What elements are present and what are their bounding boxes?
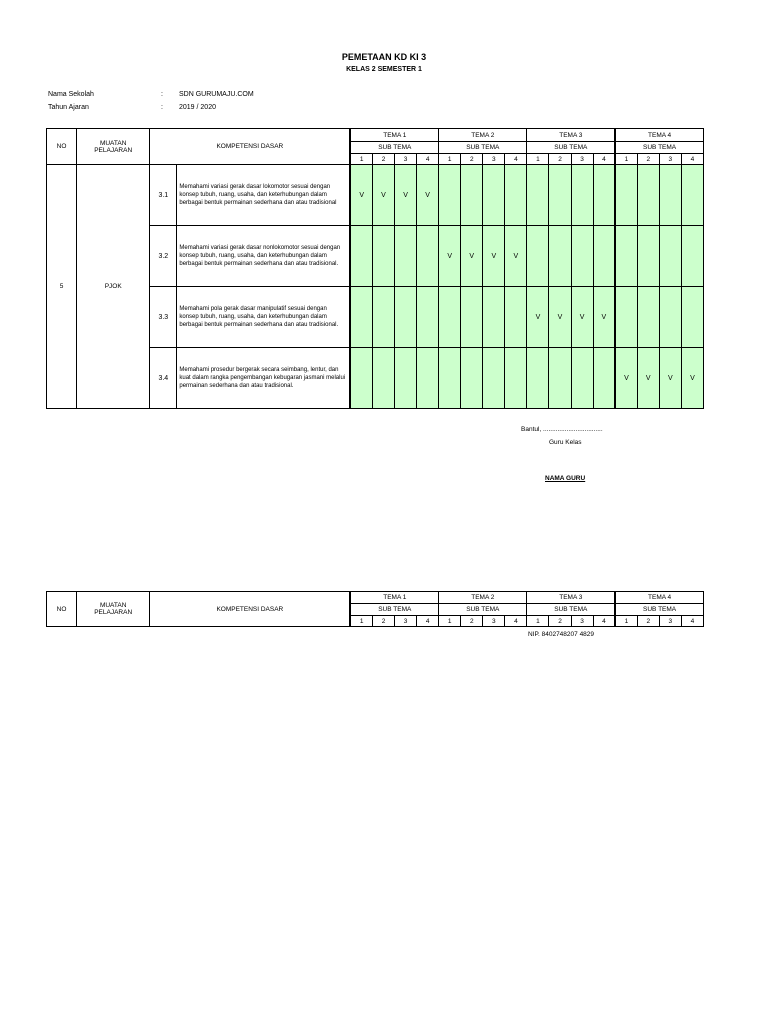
kd-mapping-table-page2	[46, 591, 704, 627]
header-tema-4: TEMA 4	[615, 592, 703, 604]
mark-cell	[571, 165, 593, 226]
header-subtema-number: 1	[439, 154, 461, 165]
kd-description: Memahami variasi gerak dasar nonlokomotor sesuai dengan konsep tubuh, ruang, usaha, dan keterhubungan dalam berbagai bentuk permainan sederhana dan atau tradisional.	[177, 226, 351, 287]
mark-cell	[637, 165, 659, 226]
mark-cell	[637, 287, 659, 348]
mark-cell	[681, 226, 703, 287]
header-subtema-number: 3	[571, 154, 593, 165]
header-subtema-number: 3	[395, 616, 417, 627]
header-subtema-number: 2	[637, 616, 659, 627]
mark-cell	[527, 226, 549, 287]
header-subtema: SUB TEMA	[350, 142, 438, 154]
header-subtema-number: 1	[350, 616, 372, 627]
mark-cell	[681, 165, 703, 226]
header-subtema-number: 4	[417, 616, 439, 627]
header-kompetensi-dasar: KOMPETENSI DASAR	[150, 129, 351, 165]
row-no: 5	[47, 165, 77, 409]
header-subtema: SUB TEMA	[439, 142, 527, 154]
mark-cell	[461, 348, 483, 409]
kd-code: 3.2	[150, 226, 177, 287]
header-subtema-number: 2	[372, 616, 394, 627]
mark-cell	[659, 226, 681, 287]
mark-cell	[417, 287, 439, 348]
mark-cell	[593, 226, 615, 287]
page-title: PEMETAAN KD KI 3	[341, 52, 427, 62]
header-muatan	[77, 129, 150, 165]
header-muatan	[77, 592, 150, 627]
school-label: Nama Sekolah	[48, 91, 94, 98]
header-subtema-number: 2	[549, 616, 571, 627]
mark-cell	[461, 287, 483, 348]
page-subtitle: KELAS 2 SEMESTER 1	[346, 66, 422, 73]
header-subtema-number: 2	[372, 154, 394, 165]
kd-mapping-table	[46, 128, 704, 409]
mark-cell	[505, 348, 527, 409]
mark-cell: V	[417, 165, 439, 226]
header-subtema: SUB TEMA	[439, 604, 527, 616]
header-tema-2: TEMA 2	[439, 592, 527, 604]
header-subtema: SUB TEMA	[615, 142, 703, 154]
header-subtema-number: 3	[659, 154, 681, 165]
header-subtema: SUB TEMA	[527, 604, 615, 616]
header-subtema-number: 1	[615, 154, 637, 165]
header-subtema-number: 1	[527, 616, 549, 627]
header-subtema: SUB TEMA	[350, 604, 438, 616]
mark-cell	[527, 348, 549, 409]
header-no: NO	[47, 592, 77, 627]
header-kompetensi-dasar: KOMPETENSI DASAR	[150, 592, 351, 627]
mark-cell	[681, 287, 703, 348]
mark-cell	[505, 287, 527, 348]
mark-cell: V	[461, 226, 483, 287]
mark-cell	[615, 287, 637, 348]
header-muatan-line2: PELAJARAN	[94, 609, 133, 616]
school-colon: :	[161, 91, 163, 98]
mark-cell	[615, 165, 637, 226]
year-label: Tahun Ajaran	[48, 104, 89, 111]
header-tema-4: TEMA 4	[615, 129, 703, 142]
kd-code: 3.4	[150, 348, 177, 409]
table-row	[47, 165, 704, 226]
mark-cell: V	[637, 348, 659, 409]
header-subtema-number: 2	[549, 154, 571, 165]
header-subtema-number: 1	[615, 616, 637, 627]
mark-cell	[571, 226, 593, 287]
year-value: 2019 / 2020	[179, 104, 216, 111]
header-subtema-number: 1	[527, 154, 549, 165]
row-muatan: PJOK	[77, 165, 150, 409]
header-subtema-number: 2	[461, 154, 483, 165]
school-value: SDN GURUMAJU.COM	[179, 91, 254, 98]
header-subtema: SUB TEMA	[527, 142, 615, 154]
mark-cell	[505, 165, 527, 226]
header-muatan-line2: PELAJARAN	[94, 146, 133, 154]
header-subtema-number: 3	[659, 616, 681, 627]
place-date: Bantul, .................................	[521, 426, 603, 433]
mark-cell	[659, 287, 681, 348]
mark-cell	[395, 287, 417, 348]
mark-cell	[659, 165, 681, 226]
mark-cell	[483, 165, 505, 226]
mark-cell	[439, 165, 461, 226]
mark-cell	[549, 348, 571, 409]
header-tema-3: TEMA 3	[527, 129, 615, 142]
mark-cell: V	[505, 226, 527, 287]
kd-description: Memahami variasi gerak dasar lokomotor sesuai dengan konsep tubuh, ruang, usaha, dan keterhubungan dalam berbagai bentuk permainan sederhana dan atau tradisional	[177, 165, 351, 226]
header-muatan-line1: MUATAN	[99, 139, 127, 147]
mark-cell	[615, 226, 637, 287]
mark-cell	[439, 287, 461, 348]
mark-cell	[461, 165, 483, 226]
header-subtema-number: 4	[505, 154, 527, 165]
signer-name: NAMA GURU	[545, 475, 586, 482]
mark-cell	[549, 226, 571, 287]
header-subtema-number: 2	[637, 154, 659, 165]
header-subtema-number: 4	[593, 616, 615, 627]
mark-cell	[350, 226, 372, 287]
mark-cell	[549, 165, 571, 226]
header-subtema-number: 3	[483, 154, 505, 165]
header-no: NO	[47, 129, 77, 165]
mark-cell: V	[439, 226, 461, 287]
header-subtema-number: 3	[395, 154, 417, 165]
mark-cell: V	[395, 165, 417, 226]
header-subtema-number: 4	[417, 154, 439, 165]
mark-cell	[372, 226, 394, 287]
header-subtema-number: 3	[571, 616, 593, 627]
mark-cell: V	[483, 226, 505, 287]
header-muatan-line1: MUATAN	[99, 602, 127, 609]
kd-code: 3.1	[150, 165, 177, 226]
mark-cell	[593, 165, 615, 226]
header-row-tema	[47, 592, 704, 604]
signer-role: Guru Kelas	[549, 439, 582, 446]
repeated-header-section	[0, 590, 768, 630]
mark-cell	[417, 348, 439, 409]
header-tema-2: TEMA 2	[439, 129, 527, 142]
header-row-tema	[47, 129, 704, 142]
header-tema-1: TEMA 1	[350, 592, 438, 604]
header-tema-1: TEMA 1	[350, 129, 438, 142]
mark-cell	[527, 165, 549, 226]
header-subtema-number: 2	[461, 616, 483, 627]
header-subtema-number: 1	[350, 154, 372, 165]
mark-cell	[417, 226, 439, 287]
mark-cell	[350, 287, 372, 348]
header-subtema: SUB TEMA	[615, 604, 703, 616]
mark-cell: V	[527, 287, 549, 348]
header-subtema-number: 4	[505, 616, 527, 627]
mark-cell	[571, 348, 593, 409]
mark-cell	[372, 348, 394, 409]
mark-cell: V	[350, 165, 372, 226]
mark-cell: V	[593, 287, 615, 348]
mark-cell: V	[372, 165, 394, 226]
mark-cell: V	[659, 348, 681, 409]
header-tema-3: TEMA 3	[527, 592, 615, 604]
mark-cell: V	[549, 287, 571, 348]
header-subtema-number: 1	[439, 616, 461, 627]
mark-cell	[372, 287, 394, 348]
mark-cell	[483, 348, 505, 409]
header-subtema-number: 3	[483, 616, 505, 627]
mark-cell	[395, 226, 417, 287]
header-subtema-number: 4	[681, 154, 703, 165]
kd-code: 3.3	[150, 287, 177, 348]
header-subtema-number: 4	[681, 616, 703, 627]
mark-cell	[483, 287, 505, 348]
mark-cell: V	[681, 348, 703, 409]
mark-cell	[593, 348, 615, 409]
mark-cell	[395, 348, 417, 409]
kd-description: Memahami prosedur bergerak secara seimbang, lentur, dan kuat dalam rangka pengembangan kebugaran jasmani melalui permainan sederhana dan atau tradisional.	[177, 348, 351, 409]
mark-cell: V	[615, 348, 637, 409]
year-colon: :	[161, 104, 163, 111]
signer-nip: NIP. 8402748207 4829	[528, 631, 595, 638]
mark-cell	[637, 226, 659, 287]
mark-cell: V	[571, 287, 593, 348]
mark-cell	[350, 348, 372, 409]
header-subtema-number: 4	[593, 154, 615, 165]
kd-description: Memahami pola gerak dasar manipulatif sesuai dengan konsep tubuh, ruang, usaha, dan keterhubungan dalam berbagai bentuk permainan sederhana dan atau tradisional.	[177, 287, 351, 348]
mark-cell	[439, 348, 461, 409]
